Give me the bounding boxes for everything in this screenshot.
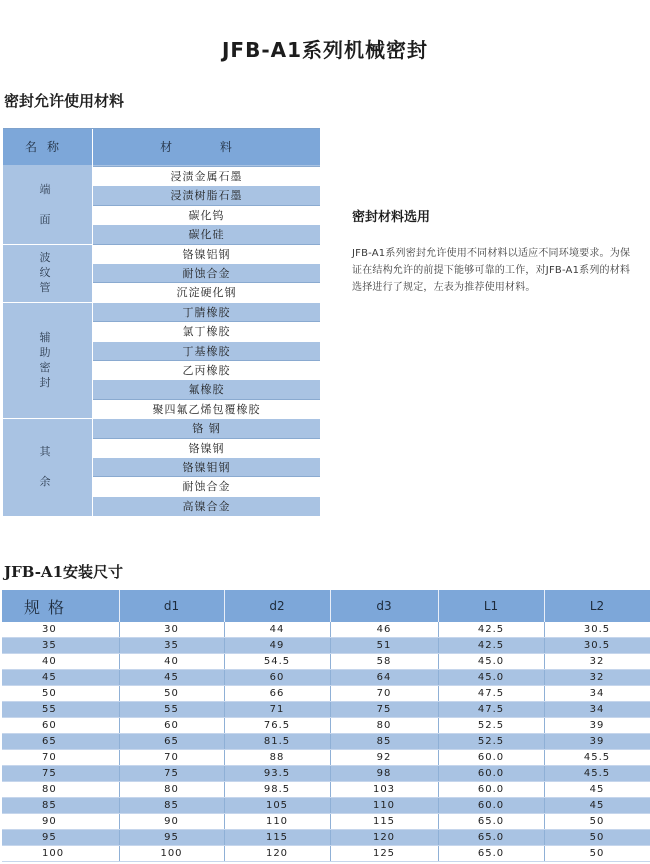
page-title: JFB-A1系列机械密封 — [221, 38, 429, 62]
header-name: 名称 — [24, 140, 69, 154]
material-group-label: 辅 助 密 封 — [39, 331, 51, 389]
table-cell: 70 — [119, 750, 224, 766]
table-cell: 30.5 — [544, 622, 650, 638]
table-row — [2, 686, 650, 702]
table-cell: 120 — [330, 830, 438, 846]
table-cell: 105 — [224, 798, 330, 814]
material-group-label: 端 面 — [39, 183, 51, 227]
table-row — [2, 702, 650, 718]
table-cell: 30 — [119, 622, 224, 638]
material-item: 铬镍钢 — [93, 438, 320, 457]
table-row — [2, 766, 650, 782]
material-item: 碳化钨 — [93, 205, 320, 224]
table-cell: 100 — [2, 846, 119, 862]
table-cell: 65.0 — [438, 814, 544, 830]
table-cell: 45 — [544, 798, 650, 814]
table-row — [2, 830, 650, 846]
table-cell: 50 — [544, 814, 650, 830]
material-item: 氟橡胶 — [93, 379, 320, 398]
material-item: 丁腈橡胶 — [93, 302, 320, 321]
table-cell: 60.0 — [438, 766, 544, 782]
table-cell: 45.0 — [438, 670, 544, 686]
materials-section-title: 密封允许使用材料 — [4, 92, 125, 110]
dimensions-header-row — [2, 590, 650, 622]
table-cell: 39 — [544, 734, 650, 750]
table-cell: 65 — [119, 734, 224, 750]
table-cell: 60.0 — [438, 798, 544, 814]
table-cell: 71 — [224, 702, 330, 718]
table-cell: 51 — [330, 638, 438, 654]
table-cell: 49 — [224, 638, 330, 654]
table-cell: 45 — [119, 670, 224, 686]
table-row — [2, 734, 650, 750]
table-cell: 45.5 — [544, 766, 650, 782]
material-item: 铬 钢 — [93, 418, 320, 437]
table-cell: 50 — [119, 686, 224, 702]
table-cell: 45 — [2, 670, 119, 686]
material-item: 铬镍钼钢 — [93, 457, 320, 476]
table-cell: 95 — [2, 830, 119, 846]
table-cell: 47.5 — [438, 686, 544, 702]
table-cell: 90 — [119, 814, 224, 830]
table-cell: 64 — [330, 670, 438, 686]
material-item: 氯丁橡胶 — [93, 321, 320, 340]
materials-table — [3, 128, 320, 516]
table-cell: 98 — [330, 766, 438, 782]
dimensions-table — [2, 590, 650, 862]
dimensions-section-title: JFB-A1安装尺寸 — [4, 563, 124, 581]
table-cell: 34 — [544, 686, 650, 702]
table-cell: 32 — [544, 654, 650, 670]
table-cell: 76.5 — [224, 718, 330, 734]
table-cell: 93.5 — [224, 766, 330, 782]
material-item: 聚四氟乙烯包覆橡胶 — [93, 399, 320, 418]
table-cell: 92 — [330, 750, 438, 766]
material-item: 沉淀硬化钢 — [93, 282, 320, 301]
table-cell: 115 — [224, 830, 330, 846]
table-cell: 80 — [330, 718, 438, 734]
table-cell: 98.5 — [224, 782, 330, 798]
dimensions-header-cell: d2 — [224, 590, 330, 622]
table-cell: 47.5 — [438, 702, 544, 718]
material-item: 铬镍铝钢 — [93, 244, 320, 263]
table-cell: 75 — [330, 702, 438, 718]
table-cell: 45.5 — [544, 750, 650, 766]
table-cell: 85 — [2, 798, 119, 814]
table-cell: 55 — [2, 702, 119, 718]
material-item: 乙丙橡胶 — [93, 360, 320, 379]
table-cell: 70 — [330, 686, 438, 702]
table-row — [2, 814, 650, 830]
table-cell: 50 — [2, 686, 119, 702]
table-cell: 115 — [330, 814, 438, 830]
dimensions-header-cell: L1 — [438, 590, 544, 622]
table-row — [2, 798, 650, 814]
group-separator — [3, 418, 92, 419]
table-cell: 88 — [224, 750, 330, 766]
header-material: 材 料 — [160, 140, 254, 154]
table-cell: 75 — [119, 766, 224, 782]
table-cell: 30.5 — [544, 638, 650, 654]
table-cell: 100 — [119, 846, 224, 862]
table-row — [2, 750, 650, 766]
table-cell: 125 — [330, 846, 438, 862]
table-cell: 66 — [224, 686, 330, 702]
material-item: 高镍合金 — [93, 496, 320, 515]
table-row — [2, 718, 650, 734]
table-cell: 110 — [330, 798, 438, 814]
table-cell: 52.5 — [438, 718, 544, 734]
table-cell: 52.5 — [438, 734, 544, 750]
table-cell: 55 — [119, 702, 224, 718]
dimensions-header-cell: 规格 — [2, 590, 119, 622]
table-cell: 50 — [544, 846, 650, 862]
table-row — [2, 638, 650, 654]
table-cell: 60 — [119, 718, 224, 734]
material-item: 耐蚀合金 — [93, 263, 320, 282]
material-item: 碳化硅 — [93, 224, 320, 243]
table-cell: 42.5 — [438, 622, 544, 638]
table-cell: 65.0 — [438, 830, 544, 846]
table-cell: 34 — [544, 702, 650, 718]
table-cell: 120 — [224, 846, 330, 862]
table-cell: 60 — [224, 670, 330, 686]
table-cell: 70 — [2, 750, 119, 766]
group-separator — [3, 244, 92, 245]
table-cell: 110 — [224, 814, 330, 830]
materials-table-header — [3, 129, 320, 165]
material-group-label: 波 纹 管 — [39, 251, 51, 295]
selection-heading: 密封材料选用 — [352, 210, 431, 225]
table-cell: 35 — [2, 638, 119, 654]
material-item: 浸渍树脂石墨 — [93, 185, 320, 204]
selection-body: JFB-A1系列密封允许使用不同材料以适应不同环境要求。为保证在结构允许的前提下能够可靠的工作，对JFB-A1系列的材料选择进行了规定，左表为推荐使用材料。 — [352, 248, 631, 293]
table-cell: 58 — [330, 654, 438, 670]
dimensions-header-cell: d3 — [330, 590, 438, 622]
table-cell: 44 — [224, 622, 330, 638]
table-cell: 81.5 — [224, 734, 330, 750]
table-row — [2, 622, 650, 638]
table-cell: 90 — [2, 814, 119, 830]
table-cell: 42.5 — [438, 638, 544, 654]
table-cell: 80 — [119, 782, 224, 798]
material-item: 丁基橡胶 — [93, 341, 320, 360]
table-row — [2, 670, 650, 686]
table-cell: 75 — [2, 766, 119, 782]
table-cell: 60.0 — [438, 750, 544, 766]
table-cell: 39 — [544, 718, 650, 734]
table-cell: 65 — [2, 734, 119, 750]
table-cell: 35 — [119, 638, 224, 654]
table-cell: 30 — [2, 622, 119, 638]
dimensions-header-cell: d1 — [119, 590, 224, 622]
table-cell: 40 — [2, 654, 119, 670]
table-row — [2, 654, 650, 670]
table-cell: 60.0 — [438, 782, 544, 798]
table-cell: 103 — [330, 782, 438, 798]
table-row — [2, 846, 650, 862]
group-separator — [3, 302, 92, 303]
table-cell: 80 — [2, 782, 119, 798]
table-cell: 65.0 — [438, 846, 544, 862]
dimensions-header-cell: L2 — [544, 590, 650, 622]
table-cell: 45.0 — [438, 654, 544, 670]
table-cell: 50 — [544, 830, 650, 846]
material-item: 耐蚀合金 — [93, 476, 320, 495]
table-cell: 85 — [330, 734, 438, 750]
material-item: 浸渍金属石墨 — [93, 166, 320, 185]
table-cell: 46 — [330, 622, 438, 638]
table-cell: 85 — [119, 798, 224, 814]
table-cell: 54.5 — [224, 654, 330, 670]
table-row — [2, 782, 650, 798]
table-cell: 60 — [2, 718, 119, 734]
table-cell: 40 — [119, 654, 224, 670]
table-cell: 45 — [544, 782, 650, 798]
table-cell: 95 — [119, 830, 224, 846]
table-cell: 32 — [544, 670, 650, 686]
material-group-label: 其 余 — [39, 445, 51, 489]
